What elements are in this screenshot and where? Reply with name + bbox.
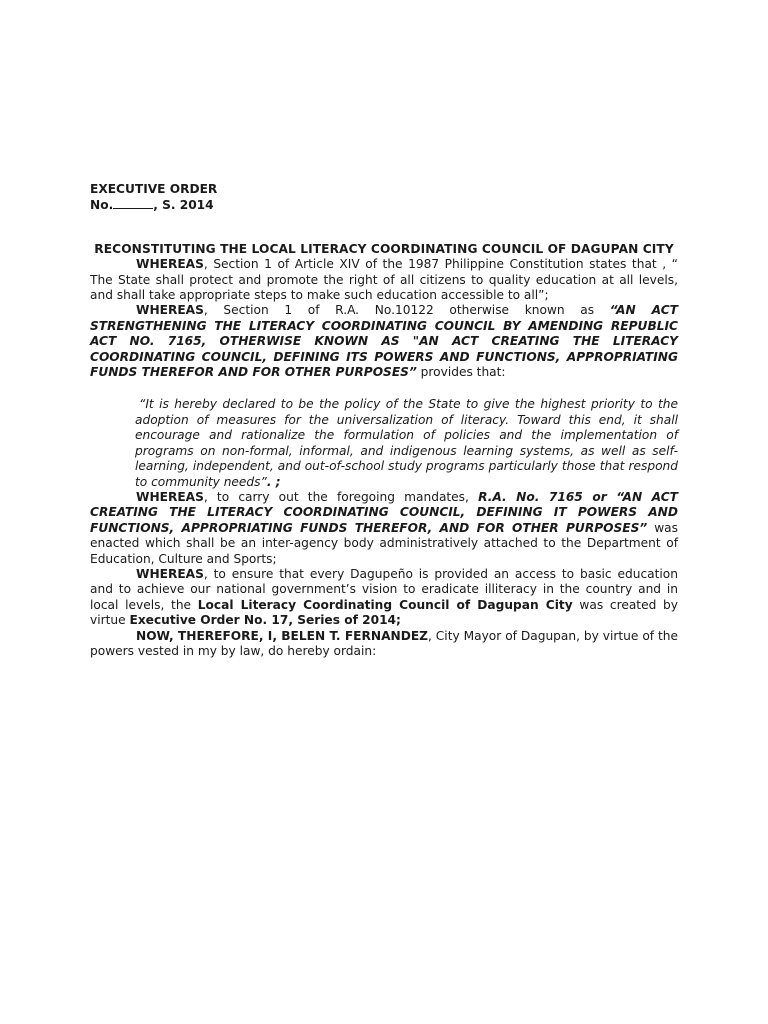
whereas-text-2b: provides that: [416,365,506,380]
order-number-blank [113,197,153,209]
order-number-suffix: , S. 2014 [153,198,214,213]
whereas-text-3a: , to carry out the foregoing mandates, [203,489,479,504]
whereas-paragraph-3 [90,490,678,567]
whereas-paragraph-4 [90,567,678,629]
whereas-paragraph-1 [90,257,678,303]
whereas-text-1: , Section 1 of Article XIV of the 1987 Philippine Constitution states that , “ The State shall protect and promote the right of all citizens to quality education at all levels, and shall take appropriate steps to make such education accessible to all”; [90,257,678,303]
executive-order-ref: Executive Order No. 17, Series of 2014; [129,613,401,628]
act-ref-7165: R.A. No. 7165 or “AN ACT CREATING THE LITERACY COORDINATING COUNCIL, DEFINING IT POWERS AND FUNCTIONS, APPROPRIATING FUNDS THEREFOR, AND FOR OTHER PURPOSES” [90,489,678,535]
ordaining-text: , City Mayor of Dagupan, by virtue of the powers vested in my by law, do hereby ordain: [90,628,678,658]
order-type-heading: EXECUTIVE ORDER [90,182,218,196]
order-number-line [90,197,678,213]
whereas-text-4a: , to ensure that every Dagupeño is provided an access to basic education and to achieve our national government’s vision to eradicate illiteracy in the country and in local levels, the [90,566,678,612]
ordaining-paragraph [90,629,678,660]
order-number-prefix: No. [90,198,114,213]
policy-quote [135,397,678,489]
council-name: Local Literacy Coordinating Council of Dagupan City [197,597,573,612]
whereas-text-3b: was enacted which shall be an inter-agency body administratively attached to the Department of Education, Culture and Sports; [90,520,678,566]
document-page [90,182,678,659]
policy-quote-text: “It is hereby declared to be the policy of the State to give the highest priority to the adoption of measures for the universalization of literacy. Toward this end, it shall encourage and rationalize the formulation of policies and the implementation of programs on non-formal, informal, and indigenous learning systems, as well as self-learning, independent, and out-of-school study programs particularly those that respond to community needs” [135,397,678,489]
whereas-lead-1: WHEREAS [136,257,204,272]
policy-quote-end: . ; [266,474,281,489]
whereas-text-4b: was created by virtue [90,597,678,628]
act-title-10122: “AN ACT STRENGTHENING THE LITERACY COORDINATING COUNCIL BY AMENDING REPUBLIC ACT NO. 7165, OTHERWISE KNOWN AS "AN ACT CREATING THE LITERACY COORDINATING COUNCIL, DEFINING ITS POWERS AND FUNCTIONS, APPROPRIATING FUNDS THEREFOR AND FOR OTHER PURPOSES” [90,303,678,380]
whereas-lead-3: WHEREAS [136,489,204,504]
whereas-paragraph-2 [90,303,678,380]
whereas-text-2a: , Section 1 of R.A. No.10122 otherwise known as [203,303,610,318]
ordaining-lead: NOW, THEREFORE, I, BELEN T. FERNANDEZ [136,628,428,643]
whereas-lead-2: WHEREAS [136,303,204,318]
document-title: RECONSTITUTING THE LOCAL LITERACY COORDINATING COUNCIL OF DAGUPAN CITY [94,241,674,256]
whereas-lead-4: WHEREAS [136,566,204,581]
